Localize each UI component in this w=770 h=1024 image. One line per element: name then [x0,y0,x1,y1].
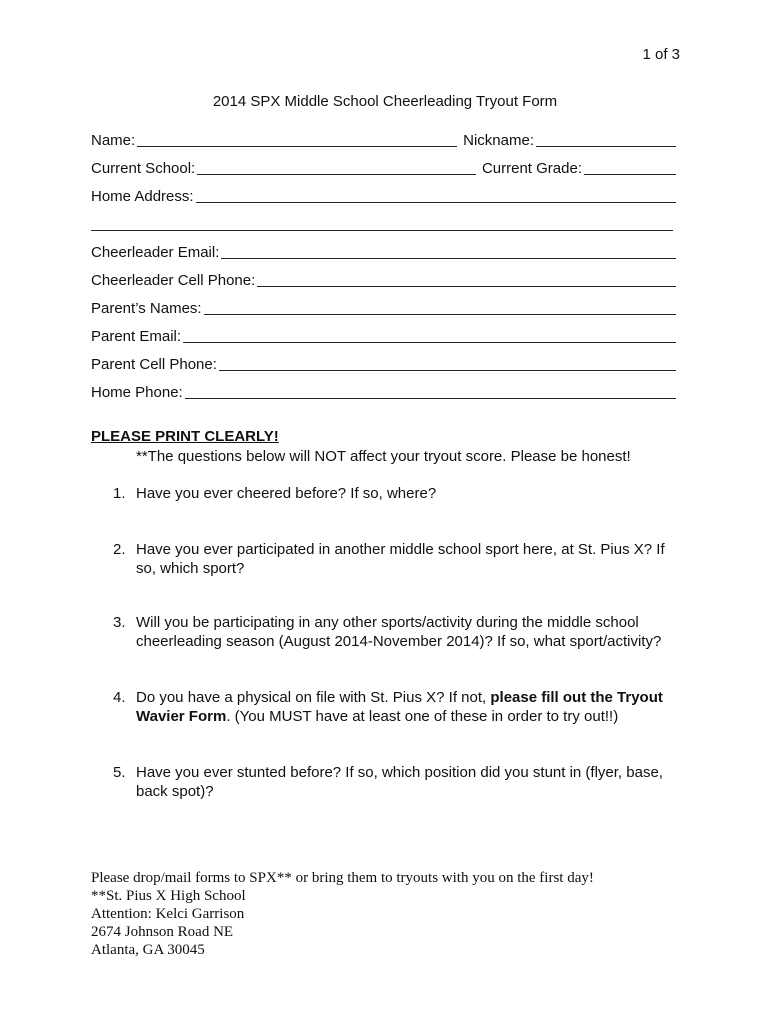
mailing-line: Please drop/mail forms to SPX** or bring them to tryouts with you on the first day! [91,870,594,886]
home-phone-label: Home Phone: [91,384,183,401]
question-number: 1. [113,485,126,502]
question-text: Will you be participating in any other sports/activity during the middle school cheerleading season (August 2014-November 2014)? If so, what sport/activity? [136,614,662,650]
cheerleader-email-row [91,240,678,262]
mailing-instructions [91,869,594,959]
name-field[interactable] [137,132,457,147]
mailing-line: 2674 Johnson Road NE [91,924,234,940]
question-text: Have you ever cheered before? If so, where? [136,485,437,502]
current-grade-field[interactable] [584,160,676,175]
question-item [113,484,673,503]
question-item [113,763,673,801]
question-item [113,613,673,651]
home-phone-row [91,380,678,402]
name-label: Name: [91,132,136,149]
question-text: Have you ever stunted before? If so, which position did you stunt in (flyer, base, back spot)? [136,764,663,800]
nickname-label: Nickname: [463,132,534,149]
mailing-line: Atlanta, GA 30045 [91,942,205,958]
parents-names-label: Parent’s Names: [91,300,202,317]
mailing-line: Attention: Kelci Garrison [91,906,245,922]
parent-cell-label: Parent Cell Phone: [91,356,217,373]
parent-email-row [91,324,678,346]
print-clearly-heading: PLEASE PRINT CLEARLY! [91,428,279,445]
cheerleader-email-label: Cheerleader Email: [91,244,220,261]
question-number: 4. [113,689,126,706]
cheerleader-cell-field[interactable] [257,272,676,287]
name-row [91,128,678,150]
home-address-row [91,184,678,206]
school-row [91,156,678,178]
current-school-field[interactable] [197,160,476,175]
cheerleader-cell-label: Cheerleader Cell Phone: [91,272,256,289]
questions-note: **The questions below will NOT affect your tryout score. Please be honest! [136,448,631,465]
question-item [113,540,673,578]
mailing-line: **St. Pius X High School [91,888,246,904]
parents-names-row [91,296,678,318]
question-number: 2. [113,541,126,558]
parents-names-field[interactable] [204,300,676,315]
question-text: Have you ever participated in another middle school sport here, at St. Pius X? If so, which sport? [136,541,665,577]
home-address-label: Home Address: [91,188,194,205]
home-address-field[interactable] [196,188,676,203]
page-number: 1 of 3 [642,46,680,63]
current-school-label: Current School: [91,160,196,177]
parent-email-label: Parent Email: [91,328,182,345]
parent-email-field[interactable] [183,328,676,343]
question-number: 5. [113,764,126,781]
cheerleader-cell-row [91,268,678,290]
current-grade-label: Current Grade: [481,160,582,177]
home-phone-field[interactable] [185,384,676,399]
question-number: 3. [113,614,126,631]
tryout-wavier-form-emphasis: please fill out the Tryout Wavier Form [136,689,663,725]
question-text: Do you have a physical on file with St. Pius X? If not, please fill out the Tryout Wavier Form. (You MUST have at least one of these in order to try out!!) [136,689,663,725]
home-address-field-line2[interactable] [91,230,673,231]
nickname-field[interactable] [536,132,676,147]
parent-cell-row [91,352,678,374]
form-title: 2014 SPX Middle School Cheerleading Tryout Form [212,93,558,110]
cheerleader-email-field[interactable] [221,244,676,259]
question-item [113,688,673,726]
parent-cell-field[interactable] [219,356,676,371]
